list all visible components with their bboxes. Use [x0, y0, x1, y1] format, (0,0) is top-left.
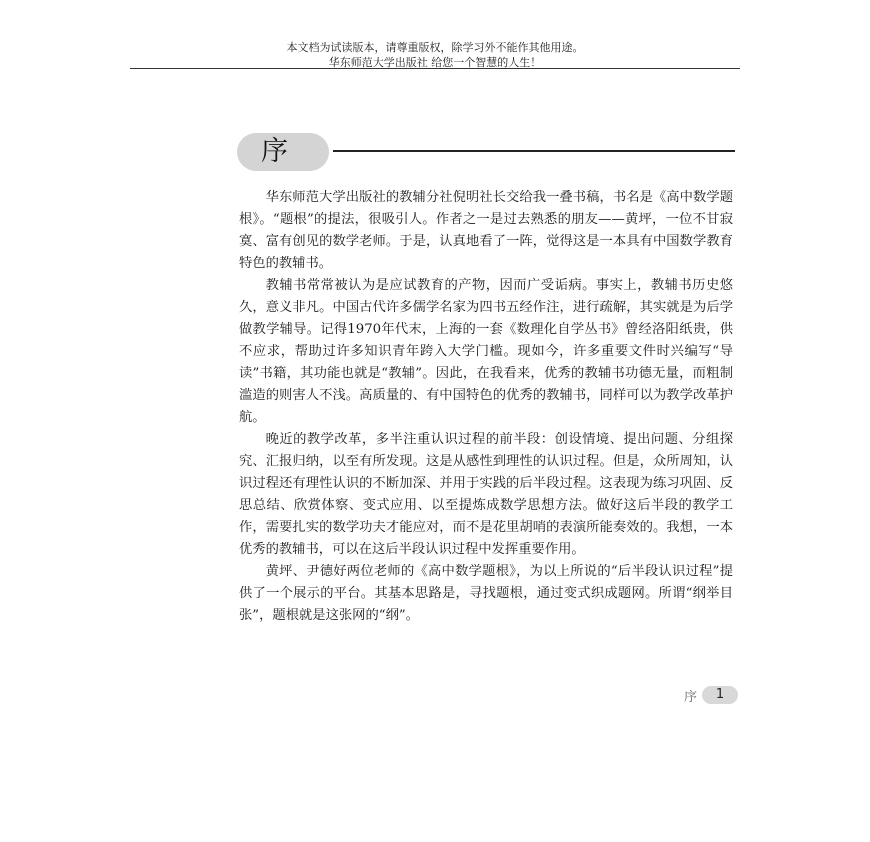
- paragraph: 晚近的教学改革，多半注重认识过程的前半段：创设情境、提出问题、分组探究、汇报归纳，以至有所发现。这是从感性到理性的认识过程。但是，众所周知，认识过程还有理性认识的不断加深、并用于实践的后半段过程。这表现为练习巩固、反思总结、欣赏体察、变式应用、以至提炼成数学思想方法。做好这后半段的教学工作，需要扎实的数学功夫才能应对，而不是花里胡哨的表演所能奏效的。我想，一本优秀的教辅书，可以在这后半段认识过程中发挥重要作用。: [239, 432, 733, 557]
- paragraph: 教辅书常常被认为是应试教育的产物，因而广受诟病。事实上，教辅书历史悠久，意义非凡。中国古代许多儒学名家为四书五经作注，进行疏解，其实就是为后学做教学辅导。记得1970年代末，上海的一套《数理化自学丛书》曾经洛阳纸贵，供不应求，帮助过许多知识青年跨入大学门槛。现如今，许多重要文件时兴编写“导读”书籍，其功能也就是“教辅”。因此，在我看来，优秀的教辅书功德无量，而粗制滥造的则害人不浅。高质量的、有中国特色的优秀的教辅书，同样可以为教学改革护航。: [239, 278, 733, 425]
- preface-body: [239, 187, 733, 627]
- copyright-notice: [130, 40, 740, 70]
- paragraph: 黄坪、尹德好两位老师的《高中数学题根》，为以上所说的“后半段认识过程”提供了一个展示的平台。其基本思路是，寻找题根，通过变式织成题网。所谓“纲举目张”，题根就是这张网的“纲”。: [239, 564, 733, 623]
- copyright-notice-line-2: 华东师范大学出版社 给您一个智慧的人生！: [328, 56, 542, 69]
- header-divider: [130, 68, 740, 69]
- footer-section-label: 序: [684, 690, 698, 705]
- copyright-notice-line-1: 本文档为试读版本，请尊重版权，除学习外不能作其他用途。: [286, 41, 584, 54]
- page-number: 1: [702, 686, 738, 704]
- section-title: 序: [261, 136, 288, 167]
- paragraph: 华东师范大学出版社的教辅分社倪明社长交给我一叠书稿，书名是《高中数学题根》。“题根”的提法，很吸引人。作者之一是过去熟悉的朋友——黄坪，一位不甘寂寞、富有创见的数学老师。于是，认真地看了一阵，觉得这是一本具有中国数学教育特色的教辅书。: [239, 190, 733, 271]
- section-heading-rule: [333, 150, 735, 152]
